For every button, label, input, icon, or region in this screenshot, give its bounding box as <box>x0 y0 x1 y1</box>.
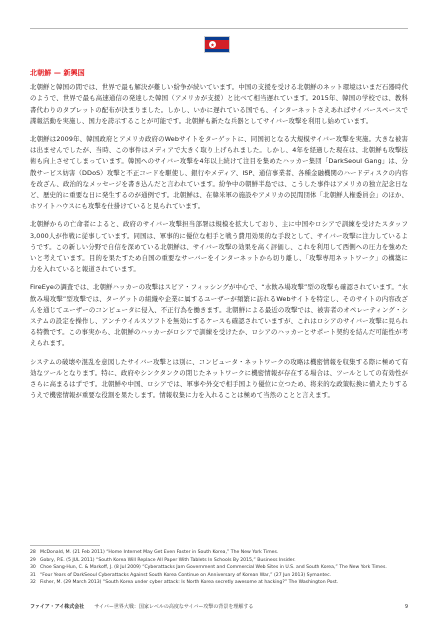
footnote-number: 29 <box>30 557 36 563</box>
footnote-text: Fisher, M. (29 March 2013) “South Korea under cyber attack: Is North Korea secretly awesome at hacking?” The Washington Post. <box>40 580 339 586</box>
footnotes <box>30 549 415 587</box>
footnote-text: McDonald, M. (21 Feb 2011) “Home Internet May Get Even Faster in South Korea,” The New York Times. <box>40 550 279 555</box>
article-body <box>30 68 408 408</box>
star-icon <box>209 41 216 48</box>
footnote <box>30 572 415 580</box>
paragraph: システムの破壊や混乱を意図したサイバー攻撃とは別に、コンピュータ・ネットワークの攻略は機密情報を収集する際に極めて有効なツールとなります。特に、政府やシンクタンクの閉じたネットワークに機密情報が存在する場合は、ツールとしての有効性がさらに高まるはずです。北朝鮮や中国、ロシアでは、軍事や外交で相手国より優位に立つため、将来的な政策転換に備えたりするうえで機密情報が重要な役割を果たします。情報収集に力を入れることは極めて当然のことと言えます。 <box>30 357 408 400</box>
footnote <box>30 557 415 565</box>
footnote-number: 28 <box>30 550 36 555</box>
footer-company: ファイア・アイ株式会社 <box>30 604 85 610</box>
footnote-text: Gobry, P.E. (5 JUL 2011) “South Korea Will Replace All Paper With Tablets In Schools By 2015,” Business Insider. <box>40 557 296 563</box>
footer-title: サイバー世界大戦：国家レベルの高度なサイバー攻撃の背景を理解する <box>94 604 254 610</box>
footnote <box>30 579 415 587</box>
footnote-number: 31 <box>30 572 36 578</box>
footnote-number: 30 <box>30 565 36 571</box>
section-heading: 北朝鮮 — 新興国 <box>30 69 85 77</box>
north-korea-flag-icon <box>204 36 230 53</box>
top-divider <box>30 28 408 29</box>
footnote-text: “Four Years of DarkSeoul Cyberattacks Against South Korea Continue on Anniversary of Korean War,” (27 Jun 2013) Symantec. <box>40 572 332 578</box>
page-footer <box>30 603 408 610</box>
paragraph: 北朝鮮は2009年、韓国政府とアメリカ政府のWebサイトをターゲットに、同国初となる大規模サイバー攻撃を実施。大きな被害は出ませんでしたが、当時、この事件はメディアで大きく取り上げられました。しかし、4年を経過した現在は、北朝鮮も攻撃技術も向上させてしまっています。韓国へのサイバー攻撃を4年以上続けて注目を集めたハッカー集団「DarkSeoul Gang」は、分散サービス妨害（DDoS）攻撃と不正コードを駆使し、銀行やメディア、ISP、通信事業者、各種金融機関のハードディスクの内容を改ざん、政治的なメッセージを書き込んだと言われています。紛争中の朝鮮半島では、こうした事件はアメリカの独立記念日など、歴史的に重要な日に発生するのが通例です。北朝鮮は、在韓米軍の施設やアメリカの民間団体「北朝鮮人権委員会」のほか、ホワイトハウスにも攻撃を仕掛けていると見られています。 <box>30 135 408 211</box>
paragraph: FireEyeの調査では、北朝鮮ハッカーの攻撃はスピア・フィッシングが中心で、“水飲み場攻撃”型の攻撃も確認されています。“水飲み場攻撃”型攻撃では、ターゲットの組織や企業に属するユーザーが頻繁に訪れるWebサイトを特定し、そのサイトの内容改ざんを通じてユーザーのコンピュータに侵入、不正行為を働きます。北朝鮮による最近の攻撃では、被害者のオペレーティング・システムの設定を操作し、アンチウイルスソフトを無効にするケースも確認されていますが、これはロシアのサイバー攻撃に見られる特徴です。この事実から、北朝鮮のハッカーがロシアで訓練を受けたか、ロシアのハッカーとサポート契約を結んだ可能性が考えられます。 <box>30 283 408 348</box>
footnote <box>30 549 415 557</box>
paragraph: 北朝鮮と韓国の間では、世界で最も解決が難しい紛争が続いています。中国の支援を受ける北朝鮮のネット環境はいまだ石器時代のようで、世界で最も高速通信の発達した韓国（アメリカが支援）と比べて相当遅れています。2015年、韓国の学校では、教科書代わりのタブレットの配布が決まりました。しかし、いかに遅れている国でも、インターネットさえあればサイバースペースで諜報活動を実施し、国力を誇示することが可能です。北朝鮮も新たな兵器としてサイバー攻撃を利用し始めています。 <box>30 83 408 125</box>
page-number: 9 <box>404 603 408 610</box>
footnote-number: 32 <box>30 580 36 586</box>
footnote-text: Choe Sang-Hun, C. & Markoff, J. (8 Jul 2009) “Cyberattacks Jam Government and Commercial Web Sites in U.S. and South Korea,” The New York Times. <box>40 565 387 571</box>
footnote <box>30 564 415 572</box>
footnote-divider <box>30 545 100 546</box>
paragraph: 北朝鮮からの亡命者によると、政府のサイバー攻撃担当部署は規模を拡大しており、主に中国やロシアで訓練を受けたスタッフ3,000人が作戦に従事しています。同国は、軍事的に優位な相手と戦う費用効果的な手段として、サイバー攻撃に注力しているようです。この新しい分野で自信を深めている北朝鮮は、サイバー攻撃の効果を高く評価し、これを利用して西側への圧力を強めたいと考えています。目的を果たすため自国の重要なサーバーをインターネットから切り離し、「攻撃専用ネットワーク」の構築に力を入れていると報道されています。 <box>30 220 408 274</box>
